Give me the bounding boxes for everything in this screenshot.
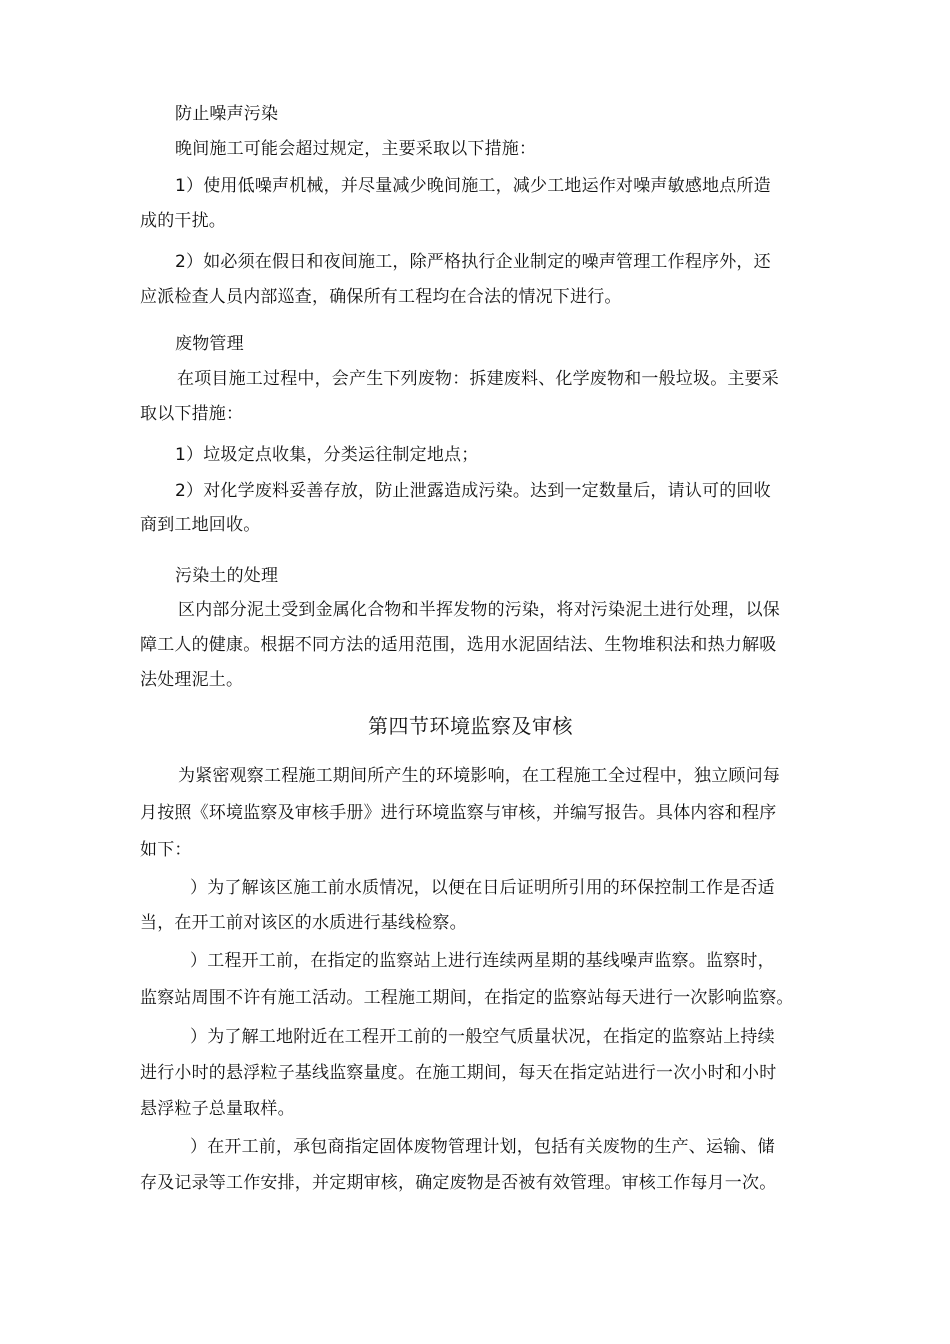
paragraph-line: 应派检查人员内部巡查，确保所有工程均在合法的情况下进行。 [140,287,622,307]
paragraph-line: ）工程开工前，在指定的监察站上进行连续两星期的基线噪声监察。监察时， [190,951,775,971]
paragraph-line: 月按照《环境监察及审核手册》进行环境监察与审核，并编写报告。具体内容和程序 [140,803,777,823]
paragraph-line: 监察站周围不许有施工活动。工程施工期间，在指定的监察站每天进行一次影响监察。 [140,988,794,1008]
paragraph-line: 在项目施工过程中，会产生下列废物：拆建废料、化学废物和一般垃圾。主要采 [177,369,779,389]
paragraph-line: 取以下措施： [140,404,244,424]
paragraph-line: 为紧密观察工程施工期间所产生的环境影响，在工程施工全过程中，独立顾问每 [178,766,780,786]
paragraph-line: 存及记录等工作安排，并定期审核，确定废物是否被有效管理。审核工作每月一次。 [140,1173,777,1193]
paragraph-line: 1）使用低噪声机械，并尽量减少晚间施工，减少工地运作对噪声敏感地点所造 [175,176,771,196]
paragraph-line: 法处理泥土。 [140,670,244,690]
section-heading-soil: 污染土的处理 [175,566,279,586]
section-title: 第四节环境监察及审核 [368,714,573,738]
paragraph-line: 区内部分泥土受到金属化合物和半挥发物的污染，将对污染泥土进行处理，以保 [178,600,780,620]
paragraph-line: 2）对化学废料妥善存放，防止泄露造成污染。达到一定数量后，请认可的回收 [175,481,771,501]
section-heading-waste: 废物管理 [175,334,244,354]
paragraph-line: 如下： [140,840,192,860]
paragraph-line: 1）垃圾定点收集，分类运往制定地点； [175,445,479,465]
section-heading-noise: 防止噪声污染 [175,104,279,124]
paragraph-line: 障工人的健康。根据不同方法的适用范围，选用水泥固结法、生物堆积法和热力解吸 [140,635,777,655]
paragraph-line: 当，在开工前对该区的水质进行基线检察。 [140,913,467,933]
paragraph-line: 商到工地回收。 [140,515,261,535]
paragraph-line: 2）如必须在假日和夜间施工，除严格执行企业制定的噪声管理工作程序外，还 [175,252,771,272]
paragraph-line: ）为了解工地附近在工程开工前的一般空气质量状况，在指定的监察站上持续 [190,1027,775,1047]
paragraph-line: ）为了解该区施工前水质情况，以便在日后证明所引用的环保控制工作是否适 [190,878,775,898]
paragraph-line: 悬浮粒子总量取样。 [140,1099,295,1119]
paragraph-line: 成的干扰。 [140,211,226,231]
paragraph-line: ）在开工前，承包商指定固体废物管理计划，包括有关废物的生产、运输、储 [190,1137,775,1157]
paragraph-line: 晚间施工可能会超过规定，主要采取以下措施： [175,139,537,159]
paragraph-line: 进行小时的悬浮粒子基线监察量度。在施工期间，每天在指定站进行一次小时和小时 [140,1063,777,1083]
